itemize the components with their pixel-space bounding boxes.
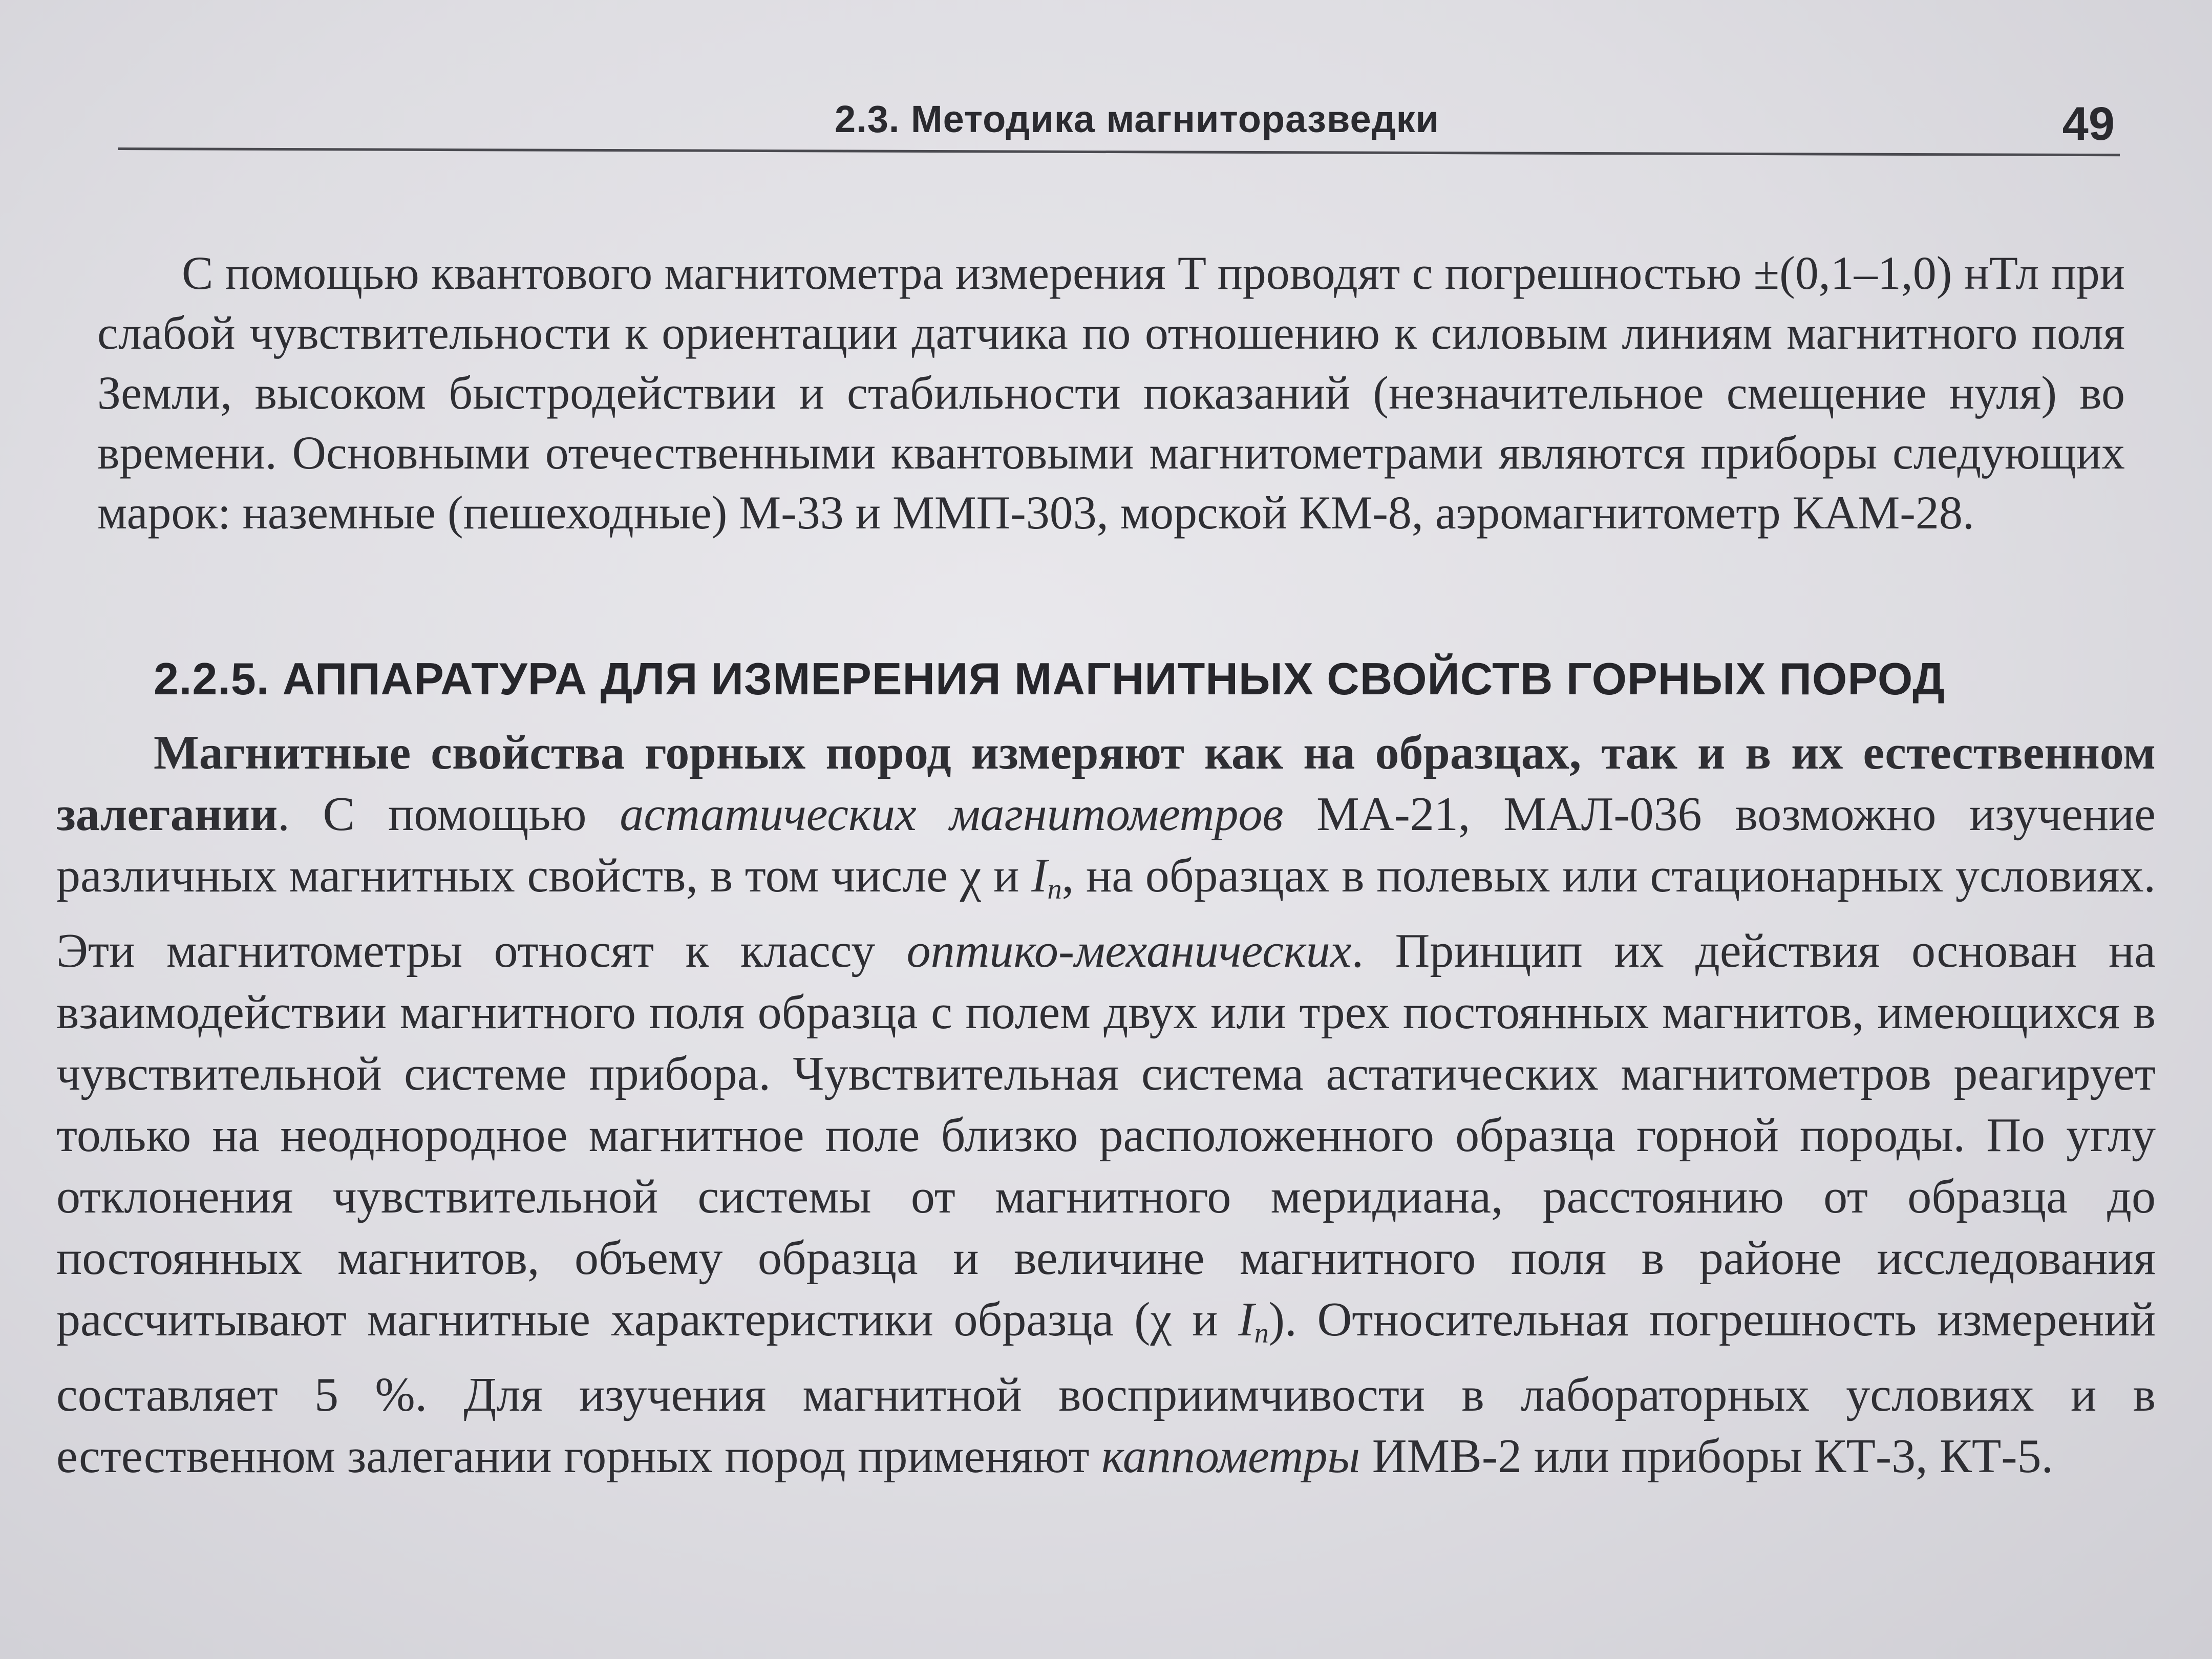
header-rule	[118, 147, 2120, 156]
text-segment: , на образцах в полевых или стационарных условиях. Эти магнитометры относят к классу	[56, 849, 2156, 978]
symbol-I: I	[1031, 849, 1048, 902]
symbol-I: I	[1238, 1293, 1254, 1347]
text-segment: ИМВ-2 или приборы КТ-3, КТ-5.	[1360, 1430, 2054, 1483]
subscript-n: n	[1254, 1317, 1269, 1350]
running-header	[118, 92, 2120, 159]
paragraph-quantum-magnetometer	[97, 243, 2125, 543]
term-astatic-magnetometers: астатических магнитометров	[620, 788, 1284, 841]
lead-sentence: Магнитные свойства горных пород измеряют как на образцах, так и в их естественном залегании	[56, 726, 2156, 841]
page-number: 49	[2062, 98, 2115, 150]
text-segment: . С помощью	[278, 788, 620, 841]
text-segment: МА-21, МАЛ-036 возможно изучение различных магнитных свойств, в том числе χ и	[56, 788, 2156, 902]
text-segment: ). Относительная погрешность измерений составляет 5 %. Для изучения магнитной восприимчивости в лабораторных условиях и в естественном залегании горных пород применяют	[56, 1293, 2156, 1483]
section-heading: 2.2.5. АППАРАТУРА ДЛЯ ИЗМЕРЕНИЯ МАГНИТНЫХ СВОЙСТВ ГОРНЫХ ПОРОД	[154, 653, 1945, 704]
text-segment: . Принцип их действия основан на взаимодействии магнитного поля образца с полем двух или трех постоянных магнитов, имеющихся в чувствительной системе прибора. Чувствительная система астатических магнитометров реагирует только на неоднородное магнитное поле близко расположенного образца горной породы. По углу отклонения чувствительной системы от магнитного меридиана, расстоянию от образца до постоянных магнитов, объему образца и величине магнитного поля в районе исследования рассчитывают магнитные характеристики образца (χ и	[56, 924, 2156, 1347]
subscript-n: n	[1047, 874, 1062, 906]
term-kappameters: каппометры	[1101, 1430, 1360, 1483]
paragraph-rock-magnetic-properties	[56, 722, 2156, 1487]
paragraph-text: С помощью квантового магнитометра измерения T проводят с погрешностью ±(0,1–1,0) нТл при слабой чувствительности к ориентации датчика по отношению к силовым линиям магнитного поля Земли, высоком быстродействии и стабильности показаний (незначительное смещение нуля) во времени. Основными отечественными квантовыми магнитометрами являются приборы следующих марок: наземные (пешеходные) М-33 и ММП-303, морской КМ-8, аэромагнитометр КАМ-28.	[97, 247, 2125, 539]
term-optical-mechanical: оптико-механических	[906, 924, 1352, 978]
running-header-title: 2.3. Методика магниторазведки	[835, 98, 1440, 140]
